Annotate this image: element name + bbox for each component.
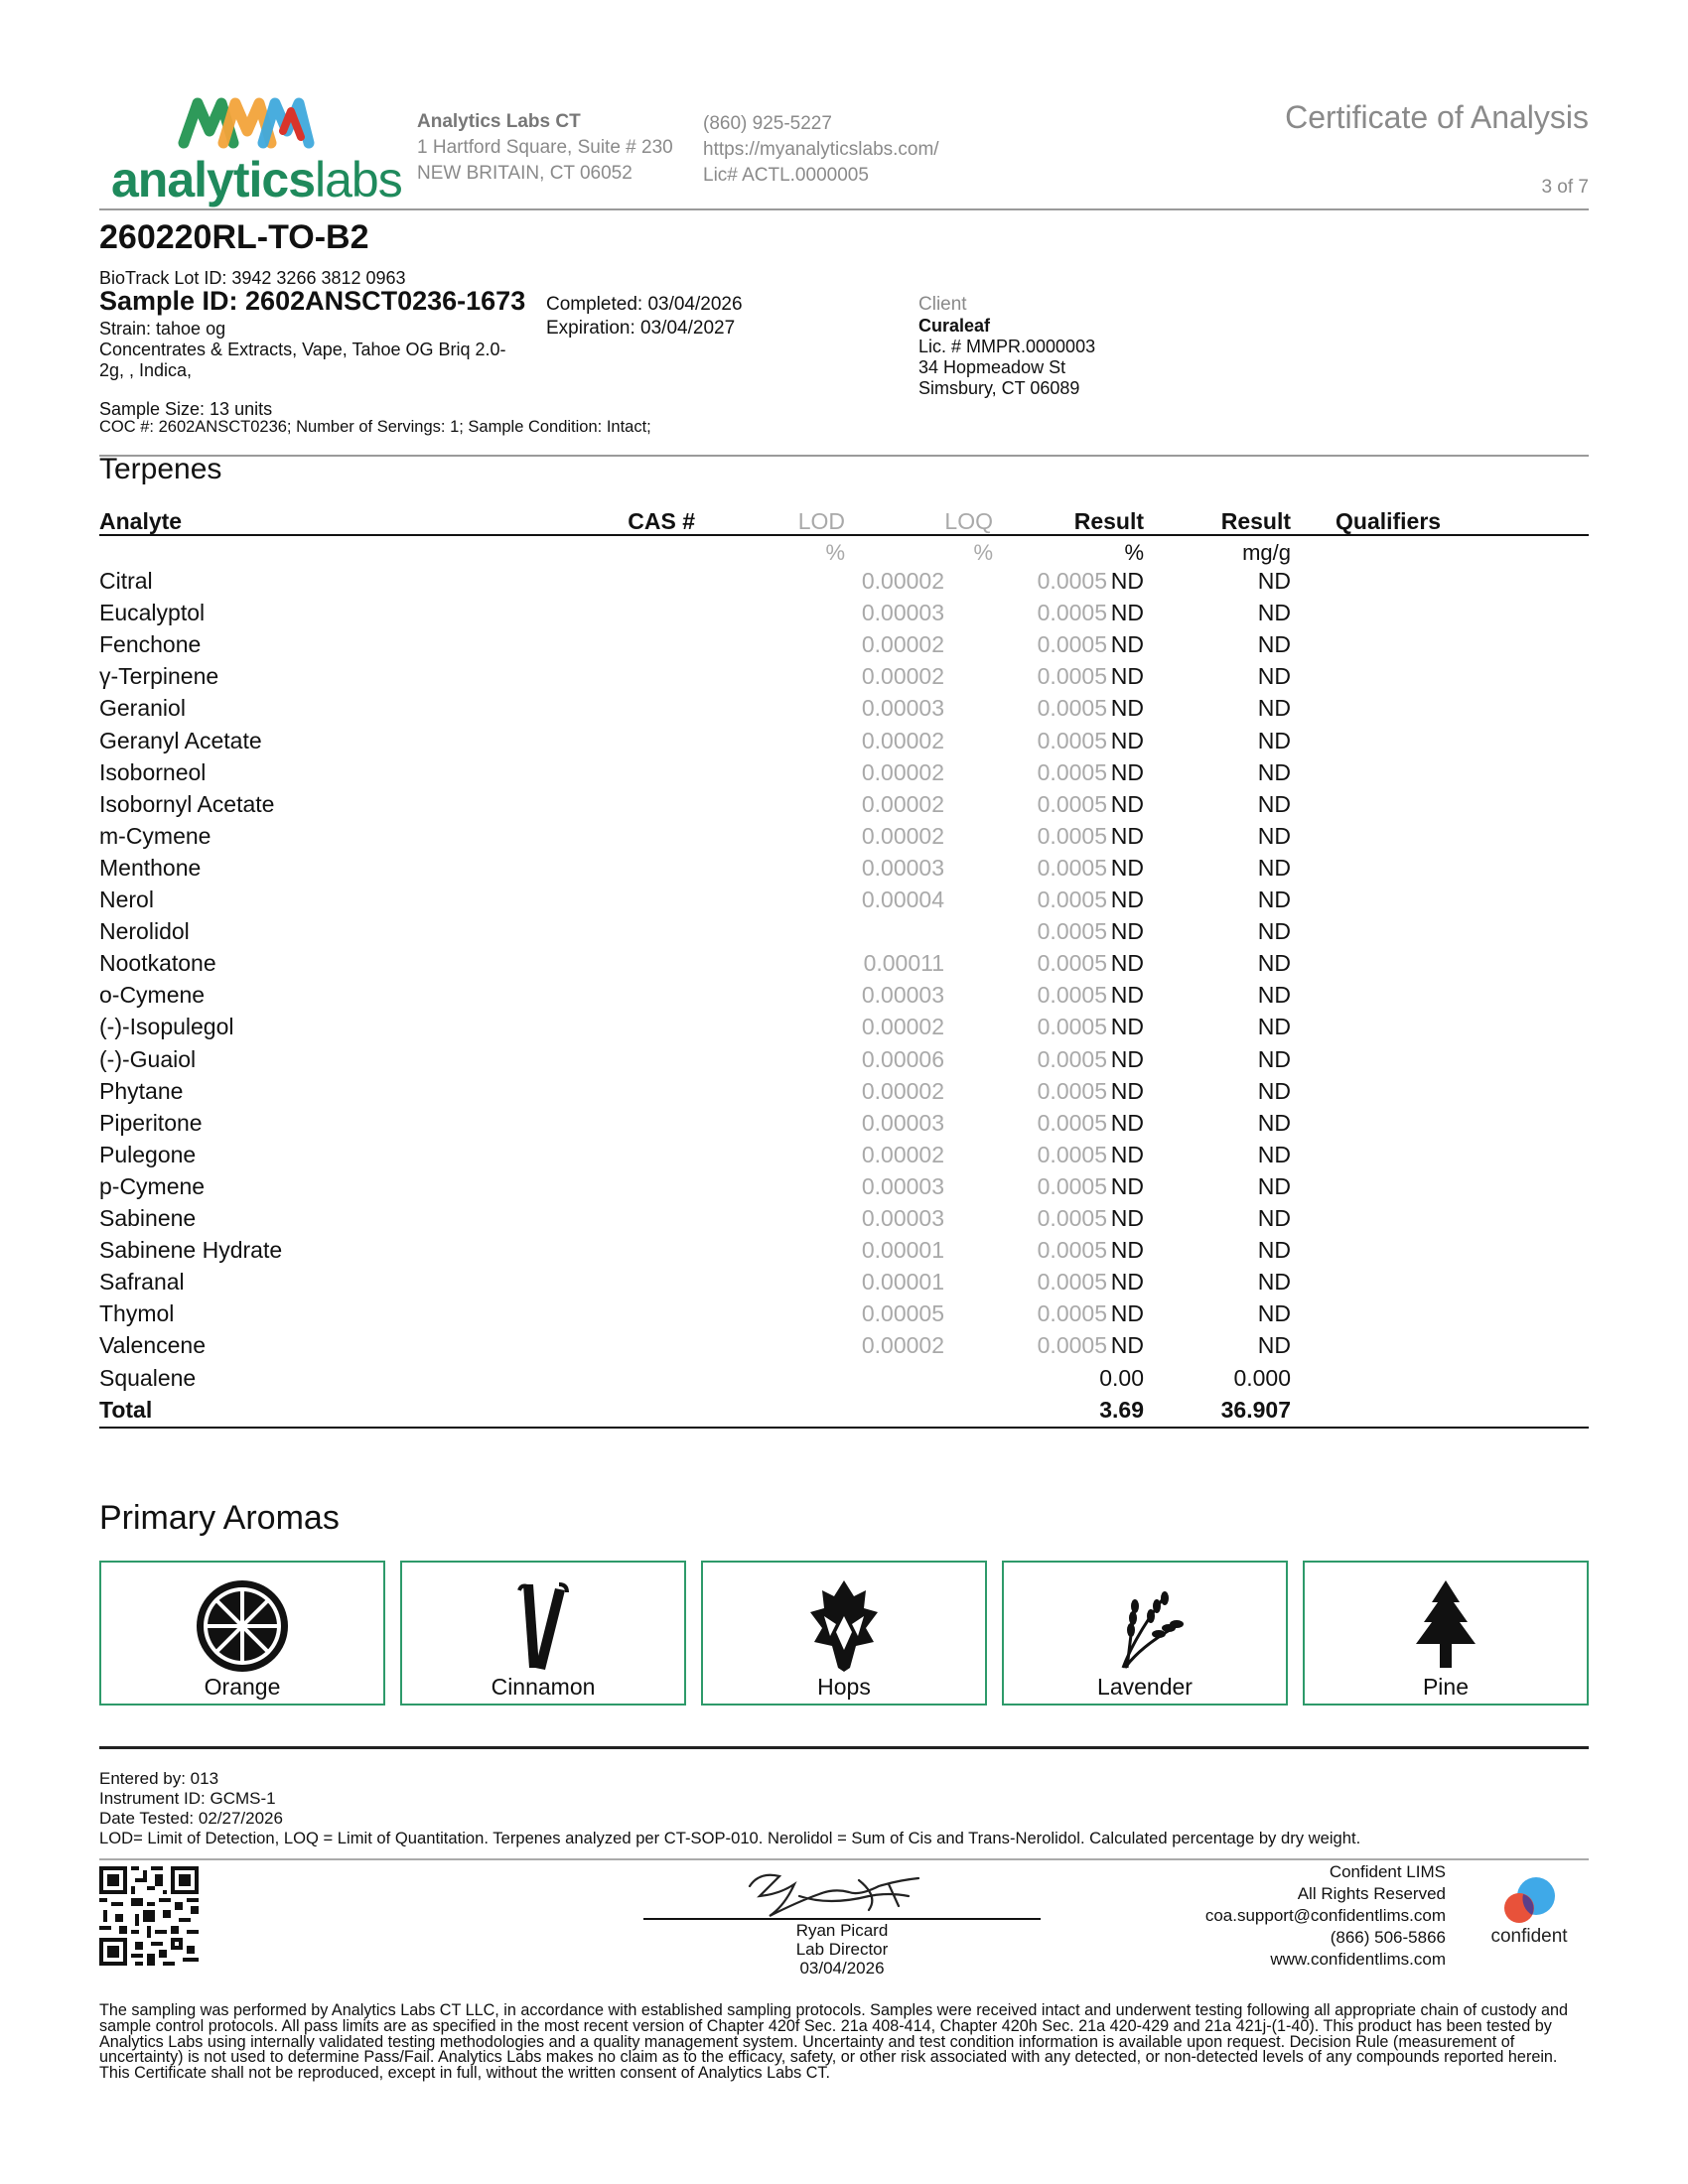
loq-cell: 0.0005: [1037, 1172, 1107, 1199]
result-pct-cell: ND: [1110, 982, 1144, 1009]
lab-logo: [111, 91, 402, 210]
qr-code-icon[interactable]: [99, 1866, 199, 1966]
result-pct-cell: ND: [1110, 1269, 1144, 1296]
result-mg-cell: ND: [1257, 950, 1291, 977]
table-row: [99, 982, 1589, 1014]
result-pct-cell: ND: [1110, 1109, 1144, 1136]
total-result-mg: 36.907: [1220, 1396, 1291, 1423]
table-row: [99, 1300, 1589, 1332]
client-label: Client: [918, 294, 967, 315]
analyte-cell: Nerolidol: [99, 918, 190, 945]
loq-cell: 0.0005: [1037, 1332, 1107, 1359]
loq-cell: 0.0005: [1037, 918, 1107, 945]
unit-result-pct: %: [1124, 540, 1144, 565]
loq-cell: 0.0005: [1037, 1237, 1107, 1264]
confident-logo-icon: [1494, 1876, 1564, 1926]
signer-title: Lab Director: [795, 1940, 889, 1959]
table-row: [99, 950, 1589, 982]
biotrack-id: BioTrack Lot ID: 3942 3266 3812 0963: [99, 268, 406, 288]
result-mg-cell: ND: [1257, 1205, 1291, 1231]
result-mg-cell: ND: [1257, 1141, 1291, 1167]
loq-cell: 0.0005: [1037, 1109, 1107, 1136]
result-mg-cell: ND: [1257, 600, 1291, 626]
strain: Strain: tahoe og: [99, 319, 226, 339]
aroma-card-lavender: [1002, 1561, 1288, 1706]
result-mg-cell: ND: [1257, 1045, 1291, 1072]
table-row: [99, 1205, 1589, 1237]
analyte-cell: Eucalyptol: [99, 600, 206, 626]
lab-address-line2: NEW BRITAIN, CT 06052: [417, 163, 633, 184]
table-row: [99, 1110, 1589, 1142]
confident-logo-text: confident: [1490, 1926, 1568, 1947]
lod-cell: 0.00002: [861, 631, 944, 658]
result-pct-cell: ND: [1110, 887, 1144, 912]
sample-size: Sample Size: 13 units: [99, 399, 273, 419]
client-address1: 34 Hopmeadow St: [918, 357, 1066, 377]
analyte-cell: m-Cymene: [99, 822, 211, 849]
logo-text-light: labs: [315, 152, 402, 207]
result-pct-cell: ND: [1110, 1332, 1144, 1359]
loq-cell: 0.0005: [1037, 1205, 1107, 1231]
result-pct-cell: ND: [1110, 1300, 1144, 1327]
signature-block: [643, 1921, 1041, 1978]
lod-cell: 0.00002: [861, 790, 944, 817]
table-row: [99, 1014, 1589, 1045]
result-pct-cell: ND: [1110, 918, 1144, 945]
loq-cell: 0.0005: [1037, 631, 1107, 658]
analyte-cell: p-Cymene: [99, 1172, 206, 1199]
result-mg-cell: ND: [1257, 727, 1291, 753]
lod-cell: 0.00001: [861, 1269, 944, 1296]
lod-cell: 0.00003: [861, 1172, 944, 1199]
analyte-cell: Sabinene Hydrate: [99, 1237, 283, 1264]
lod-cell: 0.00002: [861, 1332, 944, 1359]
client-name: Curaleaf: [918, 316, 991, 336]
result-pct-cell: ND: [1110, 600, 1144, 626]
aroma-label: Cinnamon: [491, 1674, 596, 1700]
lab-license: Lic# ACTL.0000005: [703, 165, 869, 186]
loq-cell: 0.0005: [1037, 982, 1107, 1009]
lod-cell: 0.00003: [861, 1109, 944, 1136]
lavender-icon: [1095, 1576, 1195, 1676]
table-row: [99, 791, 1589, 823]
sample-divider: [99, 455, 1589, 457]
result-mg-cell: ND: [1257, 982, 1291, 1009]
result-mg-cell: ND: [1257, 854, 1291, 881]
result-pct-cell: ND: [1110, 790, 1144, 817]
lod-cell: 0.00003: [861, 982, 944, 1009]
result-pct-cell: ND: [1110, 1077, 1144, 1104]
signature-image: [740, 1866, 938, 1926]
total-row: [99, 1397, 1589, 1429]
result-pct-cell: ND: [1110, 1237, 1144, 1264]
analyte-cell: Thymol: [99, 1300, 175, 1327]
lod-cell: 0.00003: [861, 1205, 944, 1231]
pine-icon: [1396, 1576, 1495, 1676]
confident-logo: [1475, 1876, 1584, 1956]
analyte-cell: (-)-Guaiol: [99, 1045, 197, 1072]
loq-cell: 0.0005: [1037, 695, 1107, 722]
batch-number: 260220RL-TO-B2: [99, 218, 369, 256]
client-address2: Simsbury, CT 06089: [918, 378, 1080, 398]
analyte-cell: Piperitone: [99, 1109, 203, 1136]
result-pct-cell: ND: [1110, 695, 1144, 722]
lod-cell: 0.00002: [861, 822, 944, 849]
lab-address-line1: 1 Hartford Square, Suite # 230: [417, 137, 673, 158]
lab-name: Analytics Labs CT: [417, 111, 581, 132]
result-mg-cell: ND: [1257, 822, 1291, 849]
result-mg-cell: ND: [1257, 918, 1291, 945]
disclaimer: The sampling was performed by Analytics Labs CT LLC, in accordance with established sampling protocols. Samples were received intact and underwent testing following all appropriate chain of custody and sample control protocols. All pass limits are as specified in the most recent version of Chapter 420f Sec. 21a 408-414, Chapter 420h Sec. 21a 420-429 and 21a 421j-(1-40). This product has been tested by Analytics Labs using internally validated testing methodologies and a quality management system. Uncertainty and test condition information is available upon request. Decision Rule (measurement of uncertainty) is not used to determine Pass/Fail. Analytics Labs makes no claim as to the efficacy, safety, or other risk associated with any detected, or non-detected levels of any compounds reported herein. This Certificate shall not be reproduced, except in full, without the written consent of Analytics Labs CT.: [99, 2001, 1568, 2083]
result-mg-cell: ND: [1257, 1237, 1291, 1264]
lims-website[interactable]: www.confidentlims.com: [1270, 1950, 1446, 1969]
product-category-line2: 2g, , Indica,: [99, 360, 193, 380]
lims-email[interactable]: coa.support@confidentlims.com: [1204, 1906, 1446, 1925]
table-row: [99, 1237, 1589, 1269]
loq-cell: 0.0005: [1037, 1141, 1107, 1167]
loq-cell: 0.0005: [1037, 887, 1107, 912]
lod-cell: 0.00004: [861, 887, 944, 912]
lims-name: Confident LIMS: [1329, 1862, 1446, 1881]
table-row: [99, 631, 1589, 663]
aroma-label: Pine: [1422, 1674, 1470, 1700]
lod-cell: 0.00002: [861, 1014, 944, 1040]
analyte-cell: Valencene: [99, 1332, 206, 1359]
loq-cell: 0.0005: [1037, 758, 1107, 785]
col-qualifiers: Qualifiers: [1336, 508, 1442, 534]
table-row: [99, 887, 1589, 918]
col-analyte: Analyte: [99, 508, 183, 534]
loq-cell: 0.0005: [1037, 1045, 1107, 1072]
footer-divider: [99, 1746, 1589, 1749]
lims-phone: (866) 506-5866: [1330, 1928, 1446, 1947]
col-lod: LOD: [797, 508, 845, 534]
aroma-card-orange: [99, 1561, 385, 1706]
analyte-cell: Nootkatone: [99, 950, 216, 977]
result-pct-cell: ND: [1110, 758, 1144, 785]
lab-website[interactable]: https://myanalyticslabs.com/: [703, 139, 939, 160]
col-cas: CAS #: [628, 508, 695, 534]
table-header-rule: [99, 534, 1589, 536]
result-pct-cell: ND: [1110, 1172, 1144, 1199]
client-license: Lic. # MMPR.0000003: [918, 337, 1096, 356]
result-pct-cell: ND: [1110, 568, 1144, 594]
result-pct-cell: 0.00: [1099, 1364, 1144, 1391]
result-mg-cell: ND: [1257, 1014, 1291, 1040]
analyte-cell: Isobornyl Acetate: [99, 790, 275, 817]
entered-by: Entered by: 013: [99, 1769, 219, 1788]
total-result-pct: 3.69: [1099, 1396, 1144, 1423]
table-row: [99, 759, 1589, 791]
table-bottom-rule: [99, 1427, 1589, 1429]
analyte-cell: Safranal: [99, 1269, 185, 1296]
table-row: [99, 600, 1589, 631]
logo-mark-icon: [176, 91, 315, 151]
table-row: [99, 1078, 1589, 1110]
lod-cell: 0.00003: [861, 695, 944, 722]
loq-cell: 0.0005: [1037, 1300, 1107, 1327]
result-mg-cell: ND: [1257, 1269, 1291, 1296]
result-mg-cell: ND: [1257, 663, 1291, 690]
loq-cell: 0.0005: [1037, 854, 1107, 881]
lab-info: [417, 109, 673, 187]
result-pct-cell: ND: [1110, 631, 1144, 658]
table-row: [99, 728, 1589, 759]
signer-name: Ryan Picard: [795, 1921, 889, 1940]
analyte-cell: γ-Terpinene: [99, 663, 219, 690]
unit-lod: %: [825, 540, 845, 565]
result-pct-cell: ND: [1110, 663, 1144, 690]
logo-text-bold: analytics: [111, 152, 316, 207]
signed-date: 03/04/2026: [799, 1959, 885, 1978]
result-mg-cell: ND: [1257, 631, 1291, 658]
client-info: [918, 294, 1095, 399]
hops-icon: [794, 1576, 894, 1676]
aromas-title: Primary Aromas: [99, 1499, 340, 1537]
table-row: [99, 1173, 1589, 1205]
coc-info: COC #: 2602ANSCT0236; Number of Servings: 1; Sample Condition: Intact;: [99, 418, 651, 436]
table-row: [99, 1365, 1589, 1397]
aroma-card-hops: [701, 1561, 987, 1706]
result-pct-cell: ND: [1110, 950, 1144, 977]
result-mg-cell: ND: [1257, 695, 1291, 722]
unit-result-mg: mg/g: [1242, 540, 1291, 565]
table-row: [99, 1142, 1589, 1173]
result-pct-cell: ND: [1110, 1045, 1144, 1072]
table-row: [99, 568, 1589, 600]
product-category-line1: Concentrates & Extracts, Vape, Tahoe OG Briq 2.0-: [99, 340, 506, 359]
aroma-card-cinnamon: [400, 1561, 686, 1706]
result-mg-cell: ND: [1257, 887, 1291, 912]
table-row: [99, 663, 1589, 695]
col-result-pct: Result: [1073, 508, 1144, 534]
lod-cell: 0.00002: [861, 568, 944, 594]
analyte-cell: Geranyl Acetate: [99, 727, 262, 753]
col-loq: LOQ: [944, 508, 993, 534]
result-pct-cell: ND: [1110, 822, 1144, 849]
result-mg-cell: ND: [1257, 1300, 1291, 1327]
loq-cell: 0.0005: [1037, 600, 1107, 626]
table-row: [99, 1046, 1589, 1078]
result-mg-cell: ND: [1257, 758, 1291, 785]
loq-cell: 0.0005: [1037, 822, 1107, 849]
lod-cell: 0.00005: [861, 1300, 944, 1327]
cinnamon-icon: [493, 1576, 593, 1676]
page-number: 3 of 7: [1541, 177, 1589, 198]
loq-cell: 0.0005: [1037, 1014, 1107, 1040]
result-pct-cell: ND: [1110, 1205, 1144, 1231]
loq-cell: 0.0005: [1037, 1269, 1107, 1296]
result-pct-cell: ND: [1110, 1014, 1144, 1040]
lims-rights: All Rights Reserved: [1297, 1884, 1446, 1903]
header-divider: [99, 208, 1589, 210]
analyte-cell: Geraniol: [99, 695, 186, 722]
loq-cell: 0.0005: [1037, 790, 1107, 817]
orange-icon: [193, 1576, 292, 1676]
document-title: Certificate of Analysis: [1285, 99, 1589, 135]
loq-cell: 0.0005: [1037, 568, 1107, 594]
result-mg-cell: 0.000: [1233, 1364, 1291, 1391]
analyte-cell: Pulegone: [99, 1141, 197, 1167]
result-pct-cell: ND: [1110, 854, 1144, 881]
aroma-card-pine: [1303, 1561, 1589, 1706]
lod-cell: 0.00011: [863, 950, 944, 977]
col-result-mg: Result: [1220, 508, 1291, 534]
result-pct-cell: ND: [1110, 1141, 1144, 1167]
result-mg-cell: ND: [1257, 1172, 1291, 1199]
analyte-cell: Squalene: [99, 1364, 197, 1391]
table-row: [99, 1332, 1589, 1364]
lod-cell: 0.00003: [861, 854, 944, 881]
table-row: [99, 695, 1589, 727]
result-mg-cell: ND: [1257, 1077, 1291, 1104]
lod-cell: 0.00006: [861, 1045, 944, 1072]
analyte-cell: Sabinene: [99, 1205, 197, 1231]
aroma-label: Hops: [817, 1674, 871, 1700]
aroma-label: Lavender: [1097, 1674, 1193, 1700]
analyte-cell: Isoborneol: [99, 758, 207, 785]
analyte-cell: Phytane: [99, 1077, 184, 1104]
result-mg-cell: ND: [1257, 1109, 1291, 1136]
lab-contact: [703, 111, 939, 189]
table-row: [99, 855, 1589, 887]
loq-cell: 0.0005: [1037, 663, 1107, 690]
instrument-id: Instrument ID: GCMS-1: [99, 1789, 276, 1808]
result-mg-cell: ND: [1257, 568, 1291, 594]
table-row: [99, 918, 1589, 950]
result-pct-cell: ND: [1110, 727, 1144, 753]
signature-line: [643, 1918, 1041, 1920]
analyte-cell: Nerol: [99, 887, 154, 912]
analyte-cell: o-Cymene: [99, 982, 206, 1009]
loq-cell: 0.0005: [1037, 727, 1107, 753]
lod-cell: 0.00002: [861, 1141, 944, 1167]
lod-cell: 0.00001: [861, 1237, 944, 1264]
sample-id: Sample ID: 2602ANSCT0236-1673: [99, 286, 526, 316]
analyte-cell: Fenchone: [99, 631, 202, 658]
table-row: [99, 823, 1589, 855]
total-label: Total: [99, 1396, 153, 1423]
lod-cell: 0.00002: [861, 663, 944, 690]
notes-divider: [99, 1858, 1589, 1860]
lab-phone: (860) 925-5227: [703, 113, 832, 134]
result-mg-cell: ND: [1257, 790, 1291, 817]
analyte-cell: Citral: [99, 568, 153, 594]
loq-cell: 0.0005: [1037, 1077, 1107, 1104]
date-tested: Date Tested: 02/27/2026: [99, 1809, 283, 1828]
loq-cell: 0.0005: [1037, 950, 1107, 977]
lims-info: [1205, 1861, 1446, 1971]
lod-cell: 0.00002: [861, 1077, 944, 1104]
analyte-cell: Menthone: [99, 854, 202, 881]
table-row: [99, 1269, 1589, 1300]
expiration-date: Expiration: 03/04/2027: [546, 318, 736, 339]
aroma-label: Orange: [204, 1674, 281, 1700]
analyte-cell: (-)-Isopulegol: [99, 1014, 234, 1040]
lod-cell: 0.00003: [861, 600, 944, 626]
unit-loq: %: [973, 540, 993, 565]
section-title: Terpenes: [99, 453, 222, 485]
lod-cell: 0.00002: [861, 758, 944, 785]
completed-date: Completed: 03/04/2026: [546, 294, 743, 315]
logo-wordmark: [111, 151, 402, 208]
lod-cell: 0.00002: [861, 727, 944, 753]
method-notes: LOD= Limit of Detection, LOQ = Limit of Quantitation. Terpenes analyzed per CT-SOP-010. Nerolidol = Sum of Cis and Trans-Nerolidol. Calculated percentage by dry weight.: [99, 1829, 1361, 1847]
result-mg-cell: ND: [1257, 1332, 1291, 1359]
